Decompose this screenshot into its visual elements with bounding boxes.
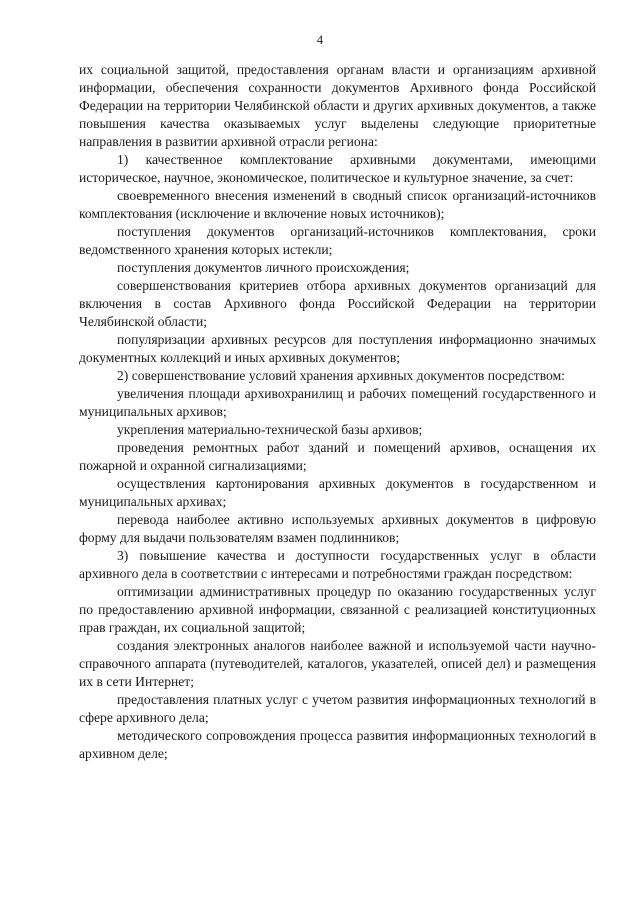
paragraph: увеличения площади архивохранилищ и рабочих помещений государственного и муниципальных архивов; (79, 386, 596, 419)
paragraph: проведения ремонтных работ зданий и помещений архивов, оснащения их пожарной и охранной сигнализациями; (79, 440, 596, 473)
paragraph: популяризации архивных ресурсов для поступления информационно значимых документных коллекций и иных архивных документов; (79, 332, 596, 365)
paragraph: их социальной защитой, предоставления органам власти и организациям архивной информации, обеспечения сохранности документов Архивного фонда Российской Федерации на территории Челябинской области и других архивных документов, а также повышения качества оказываемых услуг выделены следующие приоритетные направления в развитии архивной отрасли региона: (79, 62, 596, 149)
paragraph: методического сопровождения процесса развития информационных технологий в архивном деле; (79, 728, 596, 761)
paragraph: 1) качественное комплектование архивными документами, имеющими историческое, научное, экономическое, политическое и культурное значение, за счет: (79, 152, 596, 185)
paragraph: укрепления материально-технической базы архивов; (117, 422, 423, 437)
paragraph: поступления документов личного происхождения; (117, 260, 410, 275)
paragraph: осуществления картонирования архивных документов в государственном и муниципальных архивах; (79, 476, 596, 509)
paragraph: 3) повышение качества и доступности государственных услуг в области архивного дела в соответствии с интересами и потребностями граждан посредством: (79, 548, 596, 581)
paragraph: своевременного внесения изменений в сводный список организаций-источников комплектования (исключение и включение новых источников); (79, 188, 596, 221)
paragraph: поступления документов организаций-источников комплектования, сроки ведомственного хранения которых истекли; (79, 224, 596, 257)
paragraph: 2) совершенствование условий хранения архивных документов посредством: (117, 368, 565, 383)
body-text (79, 61, 596, 763)
paragraph: предоставления платных услуг с учетом развития информационных технологий в сфере архивного дела; (79, 692, 596, 725)
paragraph: создания электронных аналогов наиболее важной и используемой части научно-справочного аппарата (путеводителей, каталогов, указателей, описей дел) и размещения их в сети Интернет; (79, 638, 596, 689)
page-number: 4 (316, 33, 324, 47)
paragraph: совершенствования критериев отбора архивных документов организаций для включения в состав Архивного фонда Российской Федерации на территории Челябинской области; (79, 278, 596, 329)
paragraph: оптимизации административных процедур по оказанию государственных услуг по предоставлению архивной информации, связанной с реализацией конституционных прав граждан, их социальной защитой; (79, 584, 596, 635)
paragraph: перевода наиболее активно используемых архивных документов в цифровую форму для выдачи пользователям взамен подлинников; (79, 512, 596, 545)
